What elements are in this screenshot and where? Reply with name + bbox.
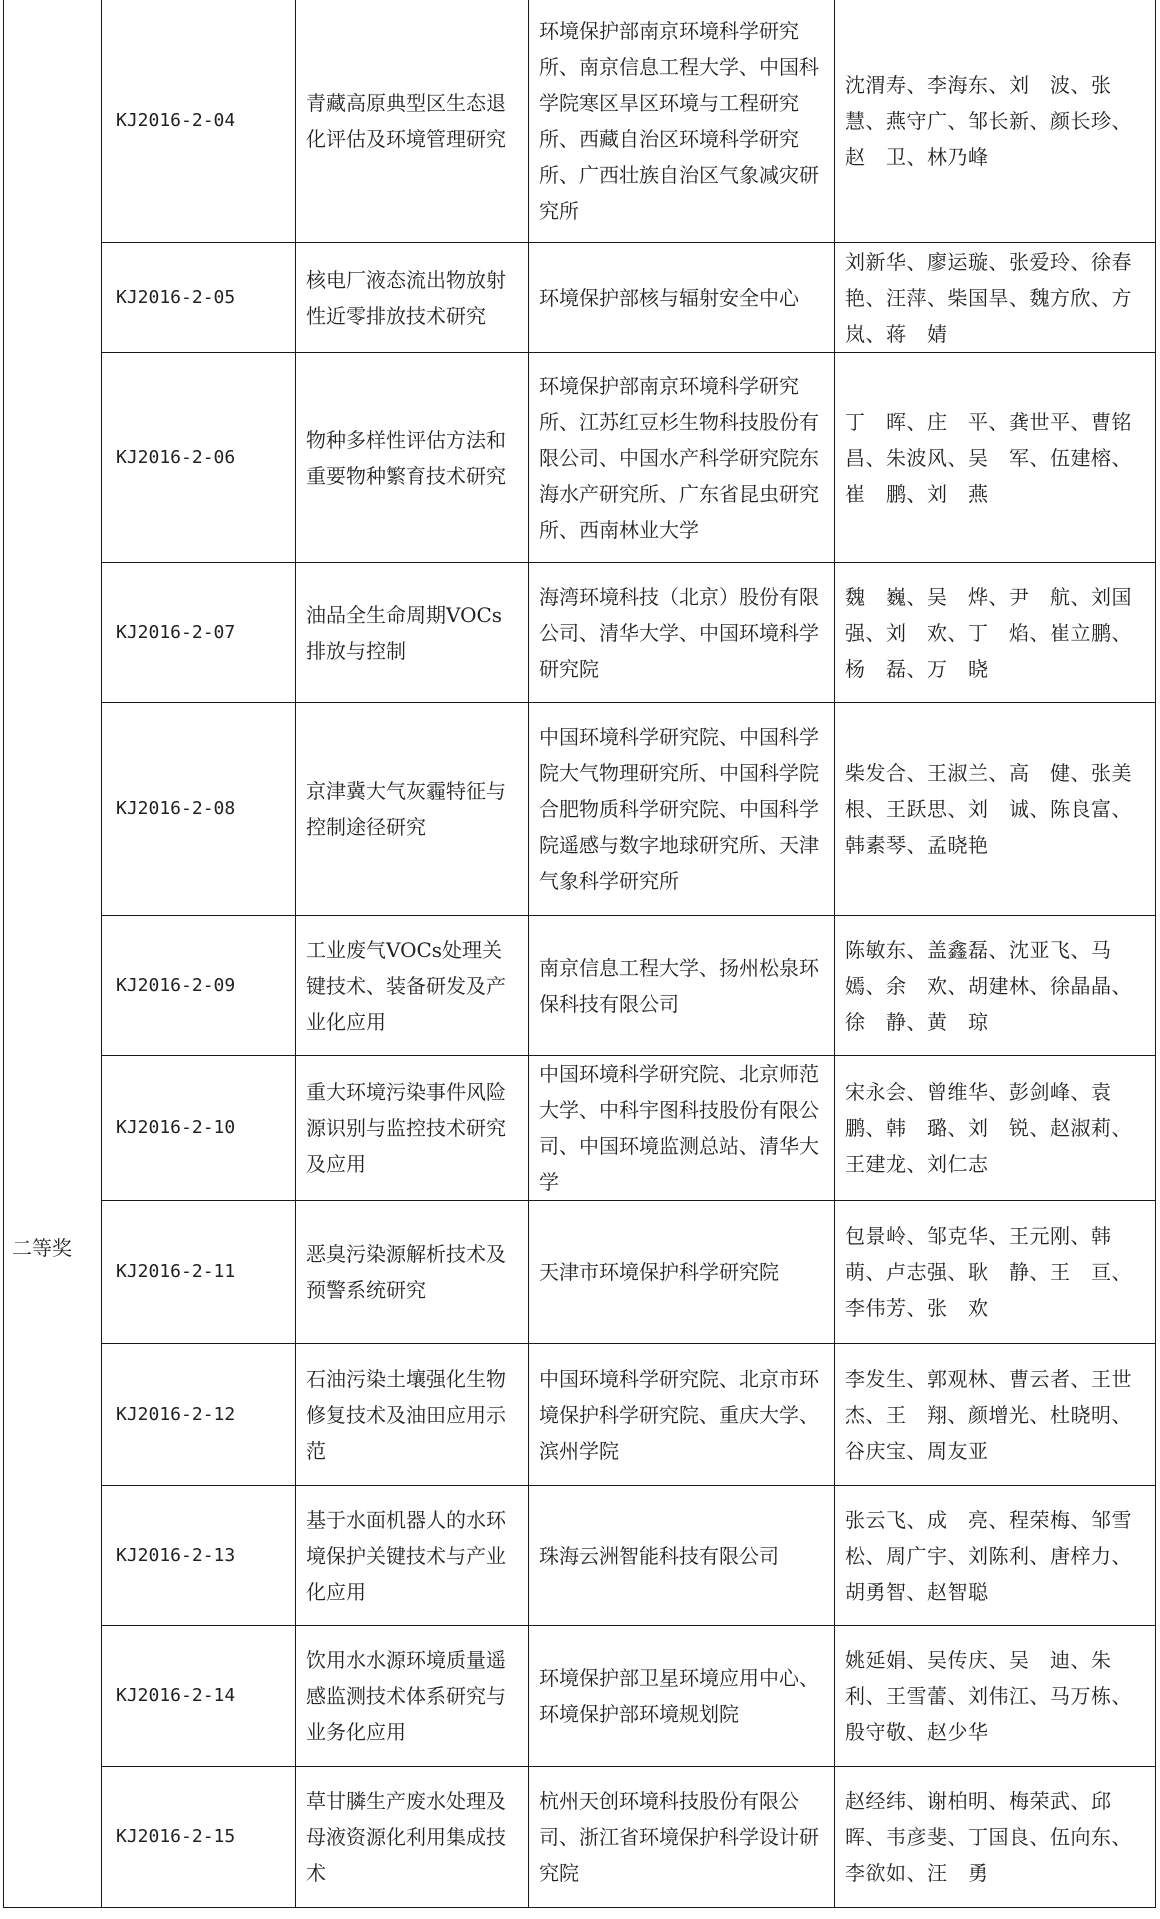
completing-people-cell: 丁 晖、庄 平、龚世平、曹铭昌、朱波风、吴 军、伍建榕、崔 鹏、刘 燕 <box>835 353 1156 563</box>
project-name-cell: 恶臭污染源解析技术及预警系统研究 <box>296 1201 529 1344</box>
table-row <box>4 1486 1156 1626</box>
project-number-cell: KJ2016-2-09 <box>102 916 296 1056</box>
table-row <box>4 1344 1156 1486</box>
award-table-body <box>4 0 1156 1908</box>
completing-people-cell: 宋永会、曾维华、彭剑峰、袁 鹏、韩 璐、刘 锐、赵淑莉、王建龙、刘仁志 <box>835 1056 1156 1201</box>
completing-people-cell: 刘新华、廖运璇、张爱玲、徐春艳、汪萍、柴国旱、魏方欣、方 岚、蒋 婧 <box>835 243 1156 353</box>
table-row <box>4 1626 1156 1767</box>
table-row <box>4 1201 1156 1344</box>
table-row <box>4 243 1156 353</box>
project-name-cell: 饮用水水源环境质量遥感监测技术体系研究与业务化应用 <box>296 1626 529 1767</box>
table-row <box>4 0 1156 243</box>
project-number-cell: KJ2016-2-04 <box>102 0 296 243</box>
table-row <box>4 1056 1156 1201</box>
project-name-cell: 重大环境污染事件风险源识别与监控技术研究及应用 <box>296 1056 529 1201</box>
project-number-cell: KJ2016-2-06 <box>102 353 296 563</box>
project-number-cell: KJ2016-2-11 <box>102 1201 296 1344</box>
completing-units-cell: 天津市环境保护科学研究院 <box>529 1201 835 1344</box>
project-number-cell: KJ2016-2-15 <box>102 1767 296 1908</box>
table-row <box>4 1767 1156 1908</box>
project-number-cell: KJ2016-2-07 <box>102 563 296 703</box>
completing-units-cell: 环境保护部核与辐射安全中心 <box>529 243 835 353</box>
completing-units-cell: 南京信息工程大学、扬州松泉环保科技有限公司 <box>529 916 835 1056</box>
project-name-cell: 物种多样性评估方法和重要物种繁育技术研究 <box>296 353 529 563</box>
completing-units-cell: 中国环境科学研究院、北京师范大学、中科宇图科技股份有限公司、中国环境监测总站、清华大学 <box>529 1056 835 1201</box>
project-name-cell: 青藏高原典型区生态退化评估及环境管理研究 <box>296 0 529 243</box>
completing-people-cell: 李发生、郭观林、曹云者、王世杰、王 翔、颜增光、杜晓明、谷庆宝、周友亚 <box>835 1344 1156 1486</box>
project-name-cell: 油品全生命周期VOCs排放与控制 <box>296 563 529 703</box>
completing-units-cell: 海湾环境科技（北京）股份有限公司、清华大学、中国环境科学研究院 <box>529 563 835 703</box>
table-row <box>4 353 1156 563</box>
project-number-cell: KJ2016-2-08 <box>102 703 296 916</box>
table-row <box>4 916 1156 1056</box>
project-number-cell: KJ2016-2-13 <box>102 1486 296 1626</box>
project-number-cell: KJ2016-2-05 <box>102 243 296 353</box>
completing-units-cell: 环境保护部卫星环境应用中心、环境保护部环境规划院 <box>529 1626 835 1767</box>
award-grade-label: 二等奖 <box>12 1236 72 1260</box>
completing-units-cell: 中国环境科学研究院、中国科学院大气物理研究所、中国科学院合肥物质科学研究院、中国科学院遥感与数字地球研究所、天津气象科学研究所 <box>529 703 835 916</box>
project-name-cell: 工业废气VOCs处理关键技术、装备研发及产业化应用 <box>296 916 529 1056</box>
completing-units-cell: 珠海云洲智能科技有限公司 <box>529 1486 835 1626</box>
project-name-cell: 京津冀大气灰霾特征与控制途径研究 <box>296 703 529 916</box>
project-number-cell: KJ2016-2-12 <box>102 1344 296 1486</box>
completing-people-cell: 姚延娟、吴传庆、吴 迪、朱 利、王雪蕾、刘伟江、马万栋、殷守敬、赵少华 <box>835 1626 1156 1767</box>
completing-people-cell: 魏 巍、吴 烨、尹 航、刘国强、刘 欢、丁 焰、崔立鹏、杨 磊、万 晓 <box>835 563 1156 703</box>
project-name-cell: 草甘膦生产废水处理及母液资源化利用集成技术 <box>296 1767 529 1908</box>
table-row <box>4 563 1156 703</box>
award-table <box>3 0 1156 1908</box>
completing-units-cell: 中国环境科学研究院、北京市环境保护科学研究院、重庆大学、滨州学院 <box>529 1344 835 1486</box>
project-name-cell: 核电厂液态流出物放射性近零排放技术研究 <box>296 243 529 353</box>
completing-people-cell: 沈渭寿、李海东、刘 波、张 慧、燕守广、邹长新、颜长珍、赵 卫、林乃峰 <box>835 0 1156 243</box>
completing-people-cell: 张云飞、成 亮、程荣梅、邹雪松、周广宇、刘陈利、唐梓力、胡勇智、赵智聪 <box>835 1486 1156 1626</box>
completing-people-cell: 陈敏东、盖鑫磊、沈亚飞、马 嫣、余 欢、胡建林、徐晶晶、徐 静、黄 琼 <box>835 916 1156 1056</box>
project-name-cell: 基于水面机器人的水环境保护关键技术与产业化应用 <box>296 1486 529 1626</box>
award-grade-cell <box>4 0 102 1908</box>
completing-units-cell: 环境保护部南京环境科学研究所、江苏红豆杉生物科技股份有限公司、中国水产科学研究院东海水产研究所、广东省昆虫研究所、西南林业大学 <box>529 353 835 563</box>
project-name-cell: 石油污染土壤强化生物修复技术及油田应用示范 <box>296 1344 529 1486</box>
completing-people-cell: 包景岭、邹克华、王元刚、韩 萌、卢志强、耿 静、王 亘、李伟芳、张 欢 <box>835 1201 1156 1344</box>
completing-units-cell: 环境保护部南京环境科学研究所、南京信息工程大学、中国科学院寒区旱区环境与工程研究所、西藏自治区环境科学研究所、广西壮族自治区气象减灾研究所 <box>529 0 835 243</box>
table-row <box>4 703 1156 916</box>
completing-people-cell: 柴发合、王淑兰、高 健、张美根、王跃思、刘 诚、陈良富、韩素琴、孟晓艳 <box>835 703 1156 916</box>
completing-people-cell: 赵经纬、谢柏明、梅荣武、邱 晖、韦彦斐、丁国良、伍向东、李欲如、汪 勇 <box>835 1767 1156 1908</box>
completing-units-cell: 杭州天创环境科技股份有限公司、浙江省环境保护科学设计研究院 <box>529 1767 835 1908</box>
project-number-cell: KJ2016-2-10 <box>102 1056 296 1201</box>
project-number-cell: KJ2016-2-14 <box>102 1626 296 1767</box>
